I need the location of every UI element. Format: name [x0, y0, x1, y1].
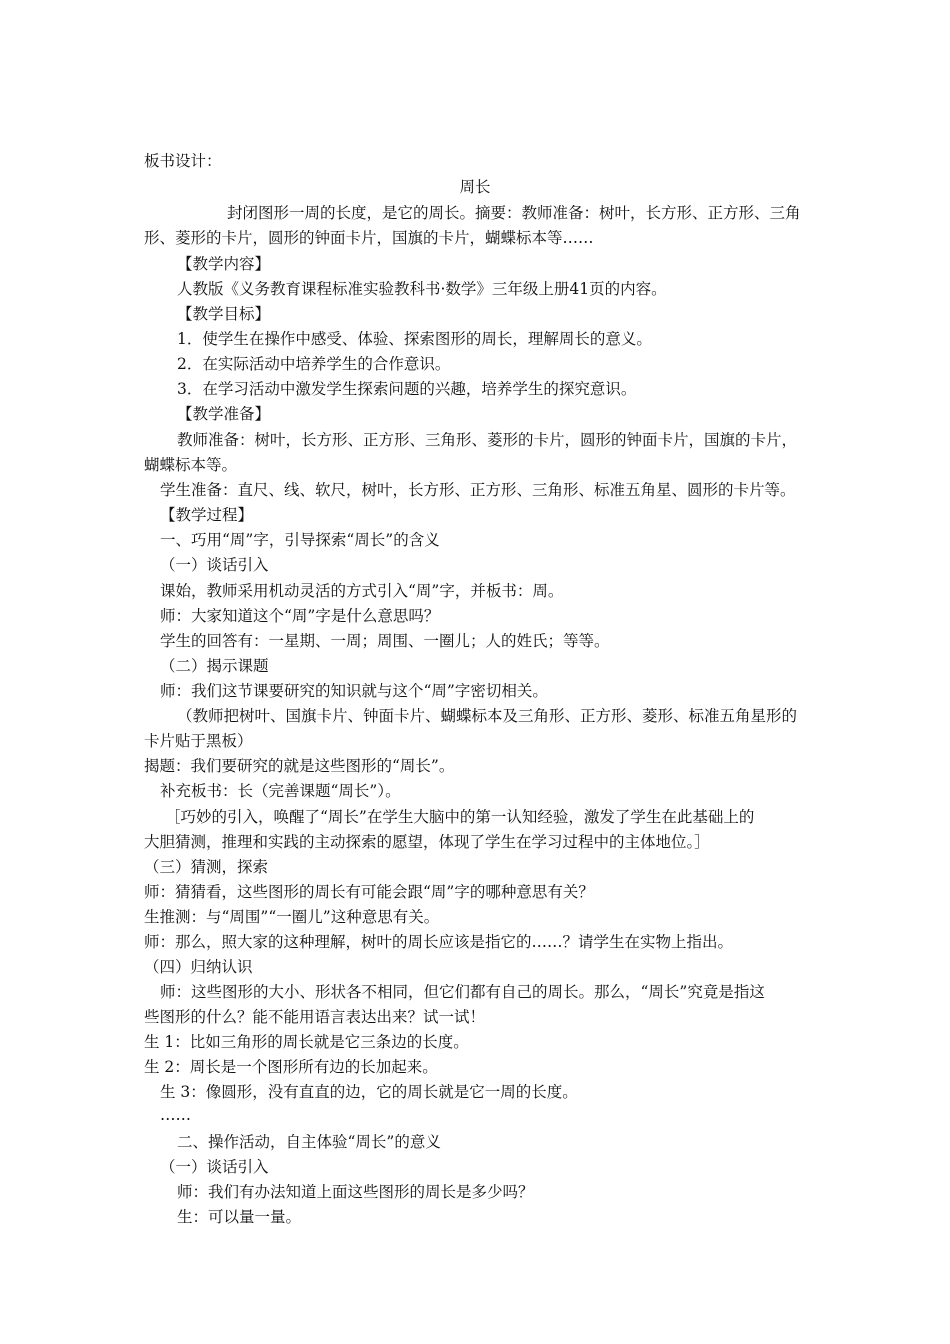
- section-heading-prep: 【教学准备】: [177, 405, 271, 423]
- paragraph: 师：我们这节课要研究的知识就与这个“周”字密切相关。: [160, 682, 548, 700]
- paragraph: 卡片贴于黑板）: [144, 732, 253, 750]
- paragraph: 些图形的什么？能不能用语言表达出来？试一试！: [144, 1008, 486, 1026]
- paragraph: 师：我们有办法知道上面这些图形的周长是多少吗？: [177, 1183, 534, 1201]
- subsection-1-2: （二）揭示课题: [160, 657, 269, 675]
- subsection-1-1: （一）谈话引入: [160, 556, 269, 574]
- paragraph: 师：那么，照大家的这种理解，树叶的周长应该是指它的……？请学生在实物上指出。: [144, 933, 734, 951]
- part-one-heading: 一、巧用“周”字，引导探索“周长”的含义: [160, 531, 440, 549]
- paragraph: 师：这些图形的大小、形状各不相同，但它们都有自己的周长。那么，“周长”究竟是指这: [160, 983, 765, 1001]
- summary-line-2: 形、菱形的卡片，圆形的钟面卡片，国旗的卡片，蝴蝶标本等……: [144, 229, 594, 247]
- summary-line-1: 封闭图形一周的长度，是它的周长。摘要：教师准备：树叶，长方形、正方形、三角: [227, 204, 801, 222]
- content-text: 人教版《义务教育课程标准实验教科书·数学》三年级上册41页的内容。: [177, 280, 667, 298]
- paragraph: 生 1：比如三角形的周长就是它三条边的长度。: [144, 1033, 469, 1051]
- paragraph: 师：猜猜看，这些图形的周长有可能会跟“周”字的哪种意思有关？: [144, 883, 594, 901]
- subsection-1-4: （四）归纳认识: [144, 958, 253, 976]
- section-heading-goals: 【教学目标】: [177, 305, 271, 323]
- board-design-label: 板书设计：: [144, 152, 222, 170]
- goal-item-2: 2．在实际活动中培养学生的合作意识。: [177, 355, 451, 373]
- paragraph: 生 2：周长是一个图形所有边的长加起来。: [144, 1058, 438, 1076]
- teacher-prep-line-1: 教师准备：树叶，长方形、正方形、三角形、菱形的卡片，圆形的钟面卡片，国旗的卡片，: [177, 431, 798, 449]
- commentary-line-1: ［巧妙的引入，唤醒了“周长”在学生大脑中的第一认知经验，激发了学生在此基础上的: [165, 808, 755, 826]
- subsection-2-1: （一）谈话引入: [160, 1158, 269, 1176]
- paragraph: 补充板书：长（完善课题“周长”）。: [160, 782, 401, 800]
- goal-item-1: 1．使学生在操作中感受、体验、探索图形的周长，理解周长的意义。: [177, 330, 652, 348]
- paragraph: 学生的回答有：一星期、一周；周围、一圈儿；人的姓氏；等等。: [160, 632, 610, 650]
- commentary-line-2: 大胆猜测，推理和实践的主动探索的愿望，体现了学生在学习过程中的主体地位。］: [144, 833, 710, 851]
- paragraph: 生推测：与“周围”“一圈儿”这种意思有关。: [144, 908, 440, 926]
- ellipsis: ……: [160, 1106, 191, 1124]
- paragraph: 生 3：像圆形，没有直直的边，它的周长就是它一周的长度。: [160, 1083, 578, 1101]
- subsection-1-3: （三）猜测，探索: [144, 858, 269, 876]
- goal-item-3: 3．在学习活动中激发学生探索问题的兴趣，培养学生的探究意识。: [177, 380, 637, 398]
- paragraph: 生：可以量一量。: [177, 1208, 302, 1226]
- section-heading-content: 【教学内容】: [177, 255, 271, 273]
- board-title: 周长: [459, 178, 491, 196]
- student-prep: 学生准备：直尺、线、软尺，树叶，长方形、正方形、三角形、标准五角星、圆形的卡片等。: [160, 481, 796, 499]
- paragraph: （教师把树叶、国旗卡片、钟面卡片、蝴蝶标本及三角形、正方形、菱形、标准五角星形的: [177, 707, 798, 725]
- part-two-heading: 二、操作活动，自主体验“周长”的意义: [177, 1133, 441, 1151]
- teacher-prep-line-2: 蝴蝶标本等。: [144, 456, 238, 474]
- section-heading-process: 【教学过程】: [160, 506, 254, 524]
- paragraph: 课始，教师采用机动灵活的方式引入“周”字，并板书：周。: [160, 582, 564, 600]
- paragraph: 师：大家知道这个“周”字是什么意思吗？: [160, 607, 440, 625]
- paragraph: 揭题：我们要研究的就是这些图形的“周长”。: [144, 757, 455, 775]
